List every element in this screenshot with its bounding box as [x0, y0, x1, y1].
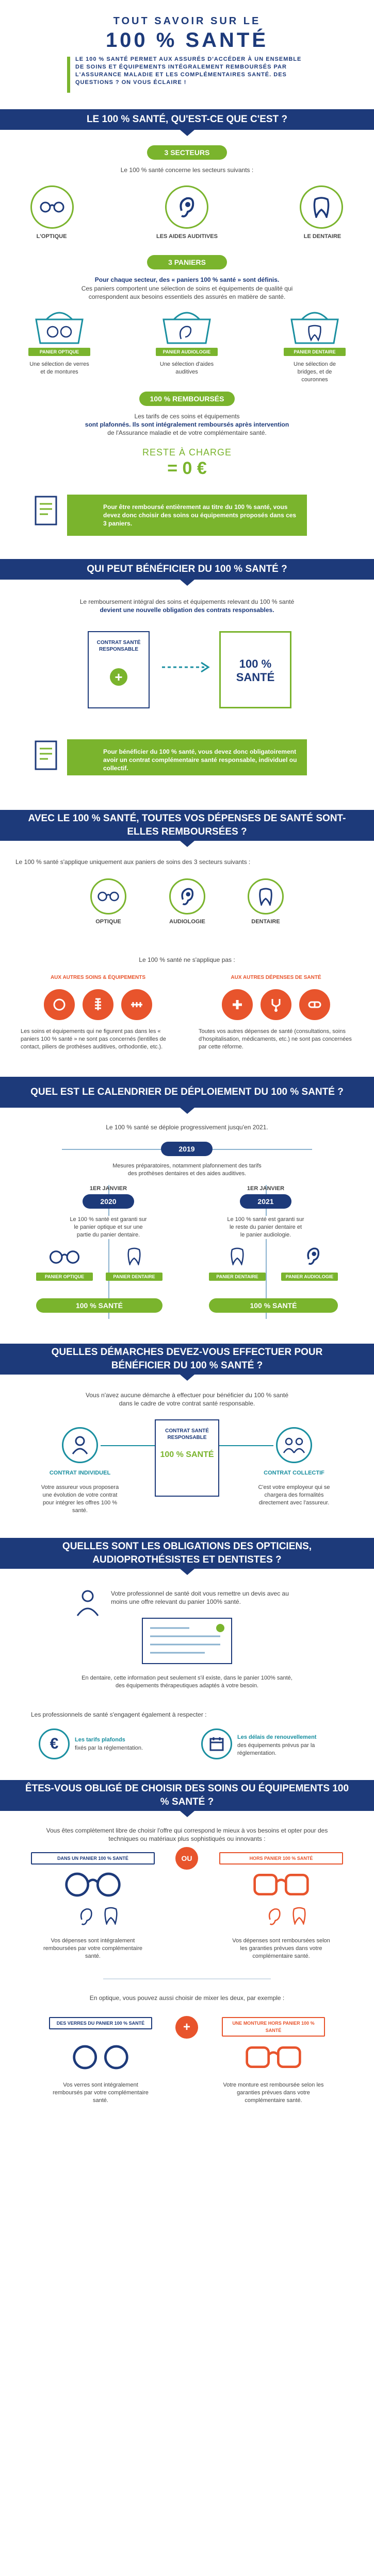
s3-secteur-optique: OPTIQUE: [95, 919, 121, 925]
person-icon: [62, 1427, 98, 1463]
banner-s4-text: QUEL EST LE CALENDRIER DE DÉPLOIEMENT DU 100 % SANTÉ ?: [30, 1087, 344, 1097]
s4-intro: Le 100 % santé se déploie progressivement jusqu'en 2021.: [106, 1124, 268, 1131]
year-right: 2021: [240, 1194, 291, 1209]
euro-icon: €: [39, 1728, 70, 1759]
tag-panier-audio: PANIER AUDIOLOGIE: [156, 348, 218, 356]
text-2019-1: Mesures préparatoires, notamment plafonnement des tarifs: [112, 1163, 262, 1169]
s7-right-tag: HORS PANIER 100 % SANTÉ: [219, 1852, 343, 1865]
s7-intro: Vous êtes complètement libre de choisir l'offre qui correspond le mieux à vos besoins et opter pour des techniques ou matériaux plus sophistiqués ou innovants :: [46, 1827, 328, 1842]
secteur-optique: L'OPTIQUE: [36, 233, 67, 240]
bar-right: 100 % SANTÉ: [209, 1298, 338, 1313]
s7-mix-left: DES VERRES DU PANIER 100 % SANTÉ: [49, 2017, 152, 2029]
s7-left-text: Vos dépenses sont intégralement remboursées par votre complémentaire santé.: [43, 1938, 142, 1959]
tooth-icon-4: [230, 1247, 245, 1265]
glasses-icon: [30, 185, 74, 229]
s6-left-b: Les tarifs plafonds: [75, 1737, 125, 1743]
basket-audio: [158, 309, 215, 345]
frame-icon: [242, 2043, 304, 2072]
reste-value: = 0 €: [167, 459, 207, 478]
banner-s6: [0, 1538, 374, 1569]
text-2020: Le 100 % santé est garanti sur le panier optique et sur une partie du panier dentaire.: [70, 1216, 147, 1238]
arrow-icon: [160, 659, 212, 675]
s3-col1-tag: AUX AUTRES SOINS & ÉQUIPEMENTS: [21, 974, 175, 982]
s7-mix-right: UNE MONTURE HORS PANIER 100 % SANTÉ: [222, 2017, 325, 2037]
secteurs-intro: Le 100 % santé concerne les secteurs suivants :: [120, 166, 254, 174]
jan-right: 1ER JANVIER: [247, 1185, 285, 1192]
glasses-icon-3: [46, 1249, 83, 1265]
s6-right-b: Les délais de renouvellement: [237, 1734, 317, 1740]
tooth-icon-5: [103, 1906, 119, 1925]
tag-panier-optique: PANIER OPTIQUE: [28, 348, 90, 356]
panier-optique-desc: Une sélection de verres et de montures: [29, 361, 89, 375]
tooth-icon: [300, 185, 343, 229]
s5-intro-1: Vous n'avez aucune démarche à effectuer pour bénéficier du 100 % santé: [86, 1392, 288, 1399]
tag-panier-dentaire: PANIER DENTAIRE: [284, 348, 346, 356]
text-2019-2: des prothèses dentaires et des aides auditives.: [127, 1171, 247, 1177]
glasses-icon-4: [62, 1870, 124, 1899]
s3-not-intro: Le 100 % santé ne s'applique pas :: [139, 956, 235, 963]
s6-left-t: fixés par la réglementation.: [75, 1745, 143, 1751]
s2-text-2: devient une nouvelle obligation des contrats responsables.: [100, 606, 274, 614]
banner-s3-text: AVEC LE 100 % SANTÉ, TOUTES VOS DÉPENSES DE SANTÉ SONT-ELLES REMBOURSÉES ?: [28, 813, 346, 837]
panier-dentaire-desc: Une sélection de bridges, et de couronnes: [294, 361, 336, 383]
hearing-aid-icon: [165, 185, 208, 229]
s5-booklet-label: CONTRAT SANTÉ RESPONSABLE: [165, 1428, 209, 1440]
banner-s2: [0, 559, 374, 580]
banner-s5-text: QUELLES DÉMARCHES DEVEZ-VOUS EFFECTUER POUR BÉNÉFICIER DU 100 % SANTÉ ?: [51, 1347, 323, 1371]
box-s1: [67, 495, 307, 536]
booklet-label: 100 % SANTÉ: [236, 657, 275, 684]
calendar-icon: [201, 1728, 232, 1759]
year-left: 2020: [83, 1194, 134, 1209]
intro-bar: [67, 57, 70, 93]
screw-icon: [83, 989, 113, 1020]
s6-text-3: Les professionnels de santé s'engagent également à respecter :: [31, 1711, 207, 1718]
secteur-audio: LES AIDES AUDITIVES: [156, 233, 218, 240]
s4-tag-1: PANIER OPTIQUE: [36, 1273, 93, 1281]
s7-right-text: Vos dépenses sont remboursées selon les garanties prévues dans votre complémentaire santé.: [232, 1938, 330, 1959]
document-icon: [34, 495, 59, 528]
s3-secteur-dentaire: DENTAIRE: [251, 919, 280, 925]
reste-label: RESTE À CHARGE: [142, 447, 232, 457]
banner-s1-text: LE 100 % SANTÉ, QU'EST-CE QUE C'EST ?: [86, 114, 288, 125]
s7-plus: +: [175, 2016, 198, 2039]
lenses-icon: [70, 2043, 132, 2072]
remb-text-1: Les tarifs de ces soins et équipements: [134, 413, 240, 420]
panier-audio-desc: Une sélection d'aides auditives: [159, 361, 214, 375]
s5-left-tag: CONTRAT INDIVIDUEL: [49, 1470, 111, 1476]
banner-s1: [0, 109, 374, 130]
remb-text-2: sont plafonnés. Ils sont intégralement remboursés après intervention: [85, 421, 289, 428]
pill-secteurs: 3 SECTEURS: [147, 145, 227, 160]
s5-booklet: [155, 1419, 219, 1497]
s7-divider: [103, 1978, 271, 1979]
s2-text-1: Le remboursement intégral des soins et équipements relevant du 100 % santé: [79, 598, 295, 605]
s3-intro: Le 100 % santé s'applique uniquement aux paniers de soins des 3 secteurs suivants :: [15, 858, 251, 866]
s3-col1-text: Les soins et équipements qui ne figurent pas dans les « paniers 100 % santé » ne sont pas concernés (lentilles de contact, piliers de prothèses auditives, orthodontie, etc.).: [21, 1028, 166, 1050]
s5-booklet-label2: 100 % SANTÉ: [160, 1450, 214, 1459]
s5-left-text: Votre assureur vous proposera une évolution de votre contrat pour intégrer les offres 100 % santé.: [41, 1484, 119, 1514]
s3-secteur-audio: AUDIOLOGIE: [169, 919, 205, 925]
banner-s3: [0, 810, 374, 841]
contract-label: CONTRAT SANTÉ RESPONSABLE: [96, 640, 141, 652]
secteur-dentaire: LE DENTAIRE: [303, 233, 342, 240]
s5-right-text: C'est votre employeur qui se chargera des formalités directement avec l'assureur.: [258, 1484, 330, 1506]
s6-text-2: En dentaire, cette information peut seulement s'il existe, dans le panier 100% santé, des équipements thérapeutiques adaptés à votre besoin.: [82, 1675, 292, 1689]
box-s1-text: Pour être remboursé entièrement au titre du 100 % santé, vous devez donc choisir des soins ou équipements proposés dans ces 3 paniers.: [103, 503, 297, 527]
hearing-aid-icon-3: [304, 1246, 322, 1266]
intro-text: LE 100 % SANTÉ PERMET AUX ASSURÉS D'ACCÉDER À UN ENSEMBLE DE SOINS ET ÉQUIPEMENTS INTÉGRALEMENT REMBOURSÉS PAR L'ASSURANCE MALADIE ET LES COMPLÉMENTAIRES SANTÉ. DES QUESTIONS ? ON VOUS ÉCLAIRE !: [75, 56, 302, 86]
box-s2: [67, 739, 307, 775]
glasses-icon-2: [90, 878, 126, 914]
plus-icon: +: [110, 668, 127, 686]
banner-s7: [0, 1780, 374, 1811]
year-2019: 2019: [161, 1142, 213, 1156]
banner-s4: [0, 1077, 374, 1108]
tooth-icon-3: [126, 1247, 142, 1265]
basket-dentaire: [286, 309, 343, 345]
hearing-aid-icon-4: [77, 1906, 95, 1927]
pill-icon: [299, 989, 330, 1020]
title-line2: 100 % SANTÉ: [105, 29, 269, 52]
pill-rembourses: 100 % REMBOURSÉS: [139, 392, 235, 406]
title-line1: TOUT SAVOIR SUR LE: [113, 15, 261, 27]
s7-mix-intro: En optique, vous pouvez aussi choisir de mixer les deux, par exemple :: [89, 1994, 285, 2002]
stethoscope-icon: [261, 989, 291, 1020]
document-icon-2: [34, 739, 59, 772]
hearing-aid-icon-2: [169, 878, 205, 914]
sante-booklet: [219, 631, 291, 708]
s4-tag-2: PANIER DENTAIRE: [106, 1273, 162, 1281]
s3-col2-tag: AUX AUTRES DÉPENSES DE SANTÉ: [199, 974, 353, 982]
s5-intro-2: dans le cadre de votre contrat santé responsable.: [119, 1400, 255, 1407]
paniers-intro-1: Pour chaque secteur, des « paniers 100 % santé » sont définis.: [94, 276, 280, 283]
glasses-icon-5: [250, 1870, 312, 1899]
pill-paniers: 3 PANIERS: [147, 255, 227, 269]
hospital-icon: [222, 989, 253, 1020]
banner-s7-text: ÊTES-VOUS OBLIGÉ DE CHOISIR DES SOINS OU ÉQUIPEMENTS 100 % SANTÉ ?: [25, 1783, 349, 1807]
header: [0, 0, 374, 103]
s7-mix-right-text: Votre monture est remboursée selon les garanties prévues dans votre complémentaire santé.: [223, 2082, 324, 2104]
jan-left: 1ER JANVIER: [89, 1185, 127, 1192]
banner-s6-text: QUELLES SONT LES OBLIGATIONS DES OPTICIENS, AUDIOPROTHÉSISTES ET DENTISTES ?: [62, 1541, 312, 1565]
s4-tag-4: PANIER AUDIOLOGIE: [281, 1273, 338, 1281]
group-icon: [276, 1427, 312, 1463]
basket-optique: [31, 309, 88, 345]
paniers-intro-2: Ces paniers comportent une sélection de soins et équipements de qualité qui correspondent aux besoins essentiels des assurés en matière de santé.: [81, 285, 293, 300]
devis-box: [142, 1618, 232, 1664]
hearing-aid-icon-5: [266, 1906, 283, 1927]
lens-icon: [44, 989, 75, 1020]
box-s2-text: Pour bénéficier du 100 % santé, vous devez donc obligatoirement avoir un contrat complémentaire santé responsable, individuel ou collectif.: [103, 748, 297, 772]
banner-s5: [0, 1344, 374, 1375]
braces-icon: [121, 989, 152, 1020]
tooth-icon-6: [291, 1906, 307, 1925]
text-2021: Le 100 % santé est garanti sur le reste du panier dentaire et le panier audiologie.: [227, 1216, 304, 1238]
bar-left: 100 % SANTÉ: [36, 1298, 162, 1313]
contract-booklet: [88, 631, 150, 708]
tooth-icon-2: [248, 878, 284, 914]
banner-s2-text: QUI PEUT BÉNÉFICIER DU 100 % SANTÉ ?: [87, 564, 287, 574]
s6-right-t: des équipements prévus par la réglementation.: [237, 1742, 315, 1756]
s6-text-1: Votre professionnel de santé doit vous remettre un devis avec au moins une offre relevant du panier 100% santé.: [111, 1590, 289, 1605]
person-counter-icon: [72, 1587, 103, 1618]
remb-text-3: de l'Assurance maladie et de votre complémentaire santé.: [107, 429, 267, 436]
s7-or: OU: [175, 1847, 198, 1870]
s7-left-tag: DANS UN PANIER 100 % SANTÉ: [31, 1852, 155, 1865]
s4-tag-3: PANIER DENTAIRE: [209, 1273, 266, 1281]
s5-right-tag: CONTRAT COLLECTIF: [264, 1470, 324, 1476]
s7-mix-left-text: Vos verres sont intégralement remboursés par votre complémentaire santé.: [53, 2082, 149, 2104]
s3-col2-text: Toutes vos autres dépenses de santé (consultations, soins d'hospitalisation, médicaments, etc.) ne sont pas concernées par cette réforme.: [199, 1028, 352, 1050]
